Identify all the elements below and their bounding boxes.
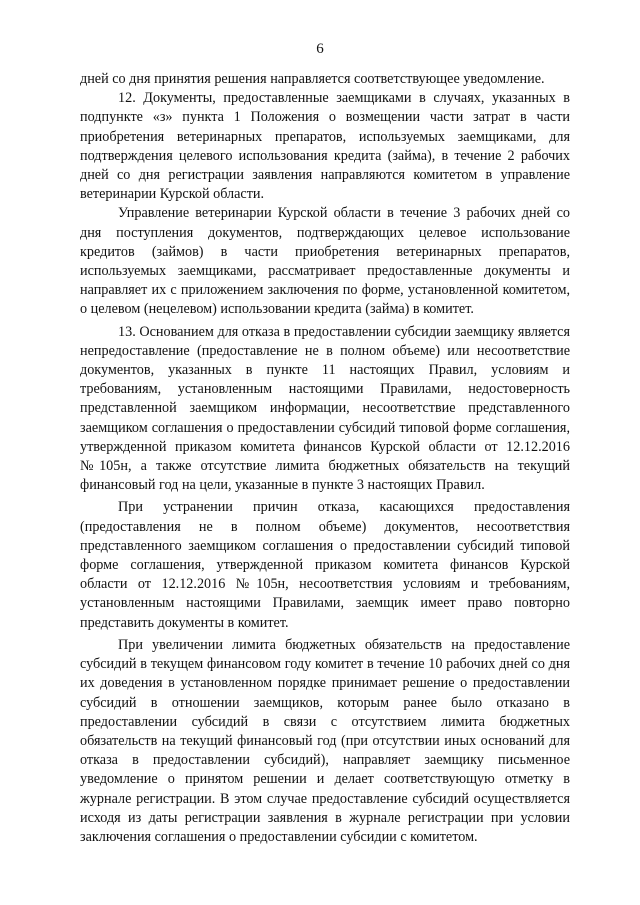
paragraph-resubmission: При устранении причин отказа, касающихся предоставления (предоставления не в полном объеме) документов, несоответствия представленного заемщиком соглашения о предоставлении субсидий типовой форме соглашения, утвержденной приказом комитета финансов Курской области от 12.12.2016 №105н, несоответствия условиям и требованиям, установленным настоящими Правилами, заемщик имеет право повторно представить документы в комитет.	[80, 499, 570, 631]
paragraph-item-12: 12. Документы, предоставленные заемщиками в случаях, указанных в подпункте «з» пункта 1 Положения о возмещении части затрат в части приобретения ветеринарных препаратов, используемых заемщиками, для подтверждения целевого использования кредита (займа), в течение 2 рабочих дней со дня регистрации заявления направляются комитетом в управление ветеринарии Курской области.	[80, 90, 570, 203]
document-body	[80, 70, 570, 847]
paragraph-continuation: дней со дня принятия решения направляется соответствующее уведомление.	[80, 71, 545, 87]
paragraph-item-13: 13. Основанием для отказа в предоставлении субсидии заемщику является непредоставление (предоставление не в полном объеме) или несоответствие документов, указанных в пункте 11 настоящих Правил, условиям и требованиям, установленным настоящими Правилами, недостоверность представленной заемщиком информации, несоответствие представленного заемщиком соглашения о предоставлении субсидий типовой форме соглашения, утвержденной приказом комитета финансов Курской области от 12.12.2016 №105н, а также отсутствие лимита бюджетных обязательств на текущий финансовый год на цели, указанные в пункте 3 настоящих Правил.	[80, 323, 570, 494]
paragraph-veterinary-review: Управление ветеринарии Курской области в течение 3 рабочих дней со дня поступления документов, подтверждающих целевое использование кредитов (займов) в части приобретения ветеринарных препаратов, используемых заемщиками, рассматривает предоставленные документы и направляет их с приложением заключения по форме, установленной комитетом, о целевом (нецелевом) использовании кредита (займа) в комитет.	[80, 205, 570, 318]
page-number: 6	[316, 41, 324, 57]
paragraph-limit-increase: При увеличении лимита бюджетных обязательств на предоставление субсидий в текущем финансовом году комитет в течение 10 рабочих дней со дня их доведения в установленном порядке принимает решение о предоставлении субсидий в отношении заемщиков, которым ранее было отказано в предоставлении субсидий в связи с отсутствием лимита бюджетных обязательств на текущий финансовый год (при отсутствии иных оснований для отказа в предоставлении субсидий), направляет заемщику письменное уведомление о принятом решении и делает соответствующую отметку в журнале регистрации. В этом случае предоставление субсидий осуществляется исходя из даты регистрации заявления в журнале регистрации при условии заключения соглашения о предоставлении субсидии с комитетом.	[80, 636, 570, 845]
